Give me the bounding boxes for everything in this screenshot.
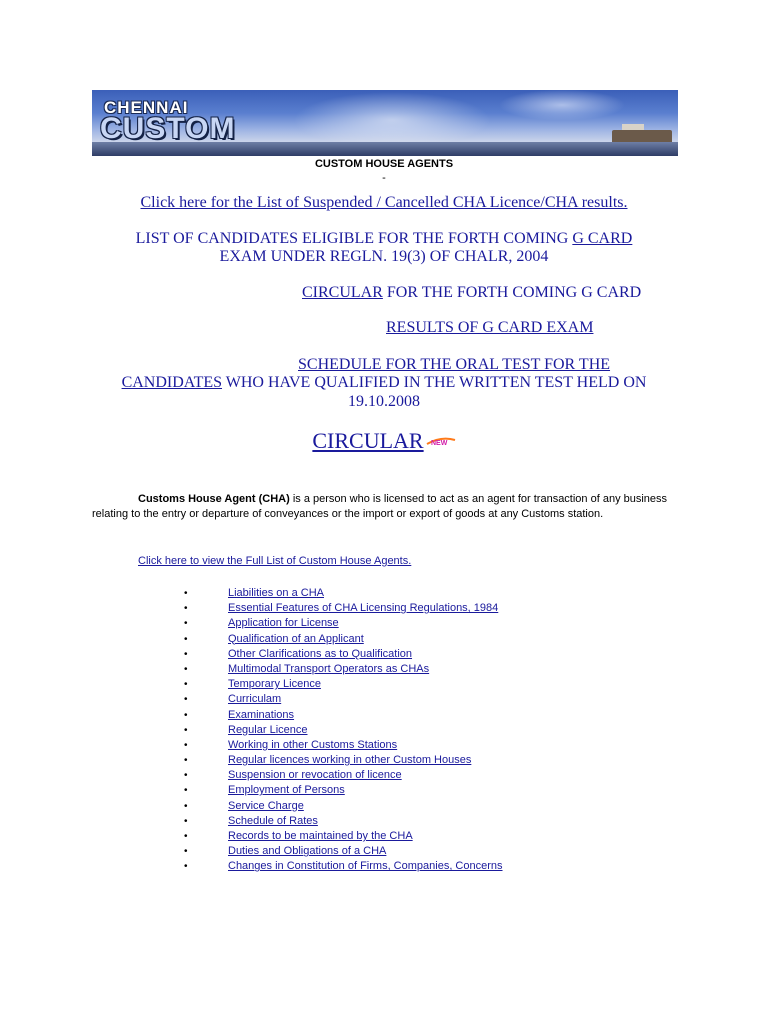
logo-line2: CUSTOM <box>100 112 236 145</box>
list-item <box>160 829 503 844</box>
list-item <box>160 708 503 723</box>
bullet-icon: • <box>184 709 188 721</box>
schedule-line1 <box>298 356 610 374</box>
bullet-icon: • <box>184 694 188 706</box>
list-item <box>160 753 503 768</box>
cha-topics-list <box>160 586 503 875</box>
topic-link[interactable]: Schedule of Rates <box>228 814 318 827</box>
gcard-line2: EXAM UNDER REGLN. 19(3) OF CHALR, 2004 <box>219 248 549 265</box>
list-item <box>160 692 503 707</box>
list-item <box>160 768 503 783</box>
topic-link[interactable]: Liabilities on a CHA <box>228 587 324 599</box>
bullet-icon: • <box>184 603 188 615</box>
suspended-list-link[interactable]: Click here for the List of Suspended / Cancelled CHA Licence/CHA results. <box>140 194 628 211</box>
topic-link[interactable]: Regular licences working in other Custom Houses <box>228 754 472 767</box>
topic-link[interactable]: Records to be maintained by the CHA <box>228 830 413 842</box>
circular-big-link[interactable]: CIRCULAR <box>312 428 424 453</box>
topic-link[interactable]: Suspension or revocation of licence <box>228 769 402 782</box>
list-item <box>160 799 503 814</box>
bullet-icon: • <box>184 724 188 736</box>
list-item <box>160 601 503 616</box>
intro-bold: Customs House Agent (CHA) <box>138 493 290 505</box>
banner-ship <box>612 130 672 142</box>
schedule-link[interactable]: SCHEDULE FOR THE ORAL TEST FOR THE <box>298 356 611 373</box>
suspended-line <box>0 194 768 212</box>
dash-separator: - <box>382 172 386 184</box>
list-item <box>160 844 503 859</box>
results-link[interactable]: RESULTS OF G CARD EXAM <box>386 319 594 336</box>
list-item <box>160 814 503 829</box>
list-item <box>160 647 503 662</box>
results-line <box>386 319 593 337</box>
bullet-icon: • <box>184 618 188 630</box>
list-item <box>160 783 503 798</box>
list-item <box>160 632 503 647</box>
topic-link[interactable]: Temporary Licence <box>228 678 321 691</box>
circular-suffix: FOR THE FORTH COMING G CARD <box>382 284 642 301</box>
schedule-line2 <box>0 374 768 392</box>
list-item <box>160 723 503 738</box>
topic-link[interactable]: Regular Licence <box>228 723 308 736</box>
list-item <box>160 738 503 753</box>
topic-link[interactable]: Employment of Persons <box>228 784 345 797</box>
bullet-icon: • <box>184 648 188 660</box>
bullet-icon: • <box>184 846 188 858</box>
logo-line1: CHENNAI <box>104 98 189 117</box>
list-item <box>160 859 503 874</box>
gcard-line1 <box>0 230 768 248</box>
topic-link[interactable]: Other Clarifications as to Qualification <box>228 647 413 660</box>
circular-big-line <box>0 428 768 454</box>
full-list-line <box>138 555 411 567</box>
circular-link[interactable]: CIRCULAR <box>302 284 383 301</box>
bullet-icon: • <box>184 633 188 645</box>
list-item <box>160 677 503 692</box>
list-item <box>160 616 503 631</box>
intro-paragraph <box>92 492 682 522</box>
topic-link[interactable]: Multimodal Transport Operators as CHAs <box>228 662 430 675</box>
bullet-icon: • <box>184 815 188 827</box>
topic-link[interactable]: Examinations <box>228 708 295 721</box>
bullet-icon: • <box>184 861 188 873</box>
list-item <box>160 662 503 677</box>
bullet-icon: • <box>184 800 188 812</box>
bullet-icon: • <box>184 755 188 767</box>
topic-link[interactable]: Essential Features of CHA Licensing Regulations, 1984 <box>228 602 499 615</box>
schedule-suffix: WHO HAVE QUALIFIED IN THE WRITTEN TEST HELD ON <box>222 374 647 391</box>
chennai-custom-logo <box>92 98 236 150</box>
header-banner <box>92 90 678 156</box>
list-item <box>160 586 503 601</box>
full-list-link[interactable]: Click here to view the Full List of Custom House Agents. <box>138 555 412 567</box>
bullet-icon: • <box>184 588 188 599</box>
circular-line <box>302 284 641 302</box>
topic-link[interactable]: Curriculam <box>228 693 282 706</box>
topic-link[interactable]: Qualification of an Applicant <box>228 632 364 645</box>
new-badge-icon <box>426 435 456 447</box>
candidates-link[interactable]: CANDIDATES <box>121 374 223 391</box>
topic-link[interactable]: Duties and Obligations of a CHA <box>228 845 387 858</box>
schedule-date: 19.10.2008 <box>348 393 420 410</box>
topic-link[interactable]: Working in other Customs Stations <box>228 738 398 751</box>
intro-text: is a person who is licensed to act as an agent for transaction of any business relating to the entry or departure of conveyances or the import or export of goods at any Customs station. <box>92 493 668 520</box>
bullet-icon: • <box>184 831 188 842</box>
topic-link[interactable]: Service Charge <box>228 799 304 812</box>
topic-link[interactable]: Application for License <box>228 617 339 630</box>
gcard-prefix: LIST OF CANDIDATES ELIGIBLE FOR THE FORTH COMING <box>135 230 573 247</box>
bullet-icon: • <box>184 770 188 782</box>
topic-link[interactable]: Changes in Constitution of Firms, Companies, Concerns <box>228 860 503 873</box>
new-badge-text: NEW <box>430 439 447 447</box>
bullet-icon: • <box>184 785 188 797</box>
bullet-icon: • <box>184 679 188 691</box>
bullet-icon: • <box>184 739 188 751</box>
bullet-icon: • <box>184 663 188 675</box>
gcard-link[interactable]: G CARD <box>572 230 633 247</box>
page-title: CUSTOM HOUSE AGENTS <box>314 158 454 170</box>
